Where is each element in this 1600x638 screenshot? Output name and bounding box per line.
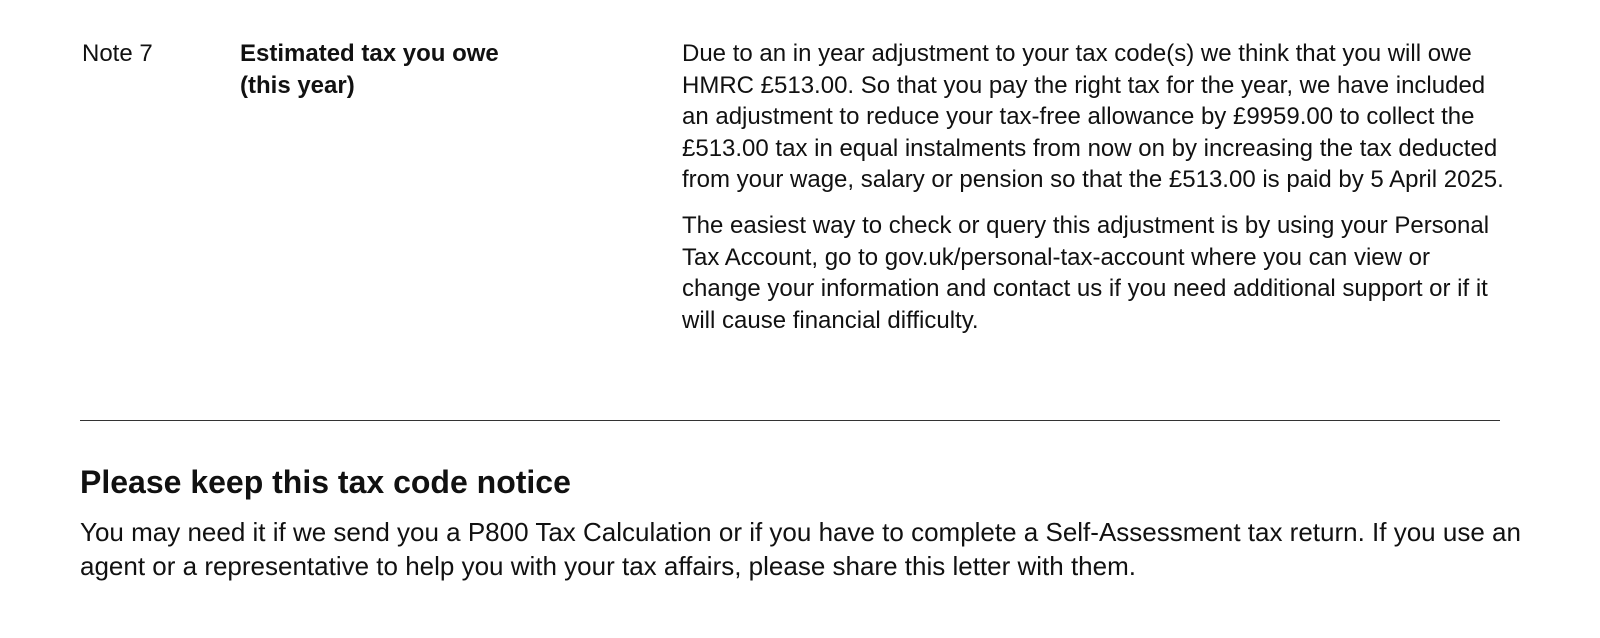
keep-notice-title: Please keep this tax code notice [80,464,571,500]
note-heading [240,38,620,102]
note-paragraph-personal-tax-account: The easiest way to check or query this adjustment is by using your Personal Tax Account, go to gov.uk/personal-tax-account where you can view or change your information and contact us if you need additional support or if it will cause financial difficulty. [682,211,1490,334]
note-heading-line-1: Estimated tax you owe [240,40,499,67]
note-explanation [682,38,1512,336]
section-divider [80,420,1500,421]
note-paragraph-adjustment: Due to an in year adjustment to your tax code(s) we think that you will owe HMRC £513.00. So that you pay the right tax for the year, we have included an adjustment to reduce your tax-free allowance by £9959.00 to collect the £513.00 tax in equal instalments from now on by increasing the tax deducted from your wage, salary or pension so that the £513.00 is paid by 5 April 2025. [682,40,1504,194]
note-number: Note 7 [82,40,153,67]
keep-notice-body: You may need it if we send you a P800 Tax Calculation or if you have to complete a Self-Assessment tax return. If you use an agent or a representative to help you with your tax affairs, please share this letter with them. [80,517,1521,581]
note-heading-line-2: (this year) [240,72,355,99]
